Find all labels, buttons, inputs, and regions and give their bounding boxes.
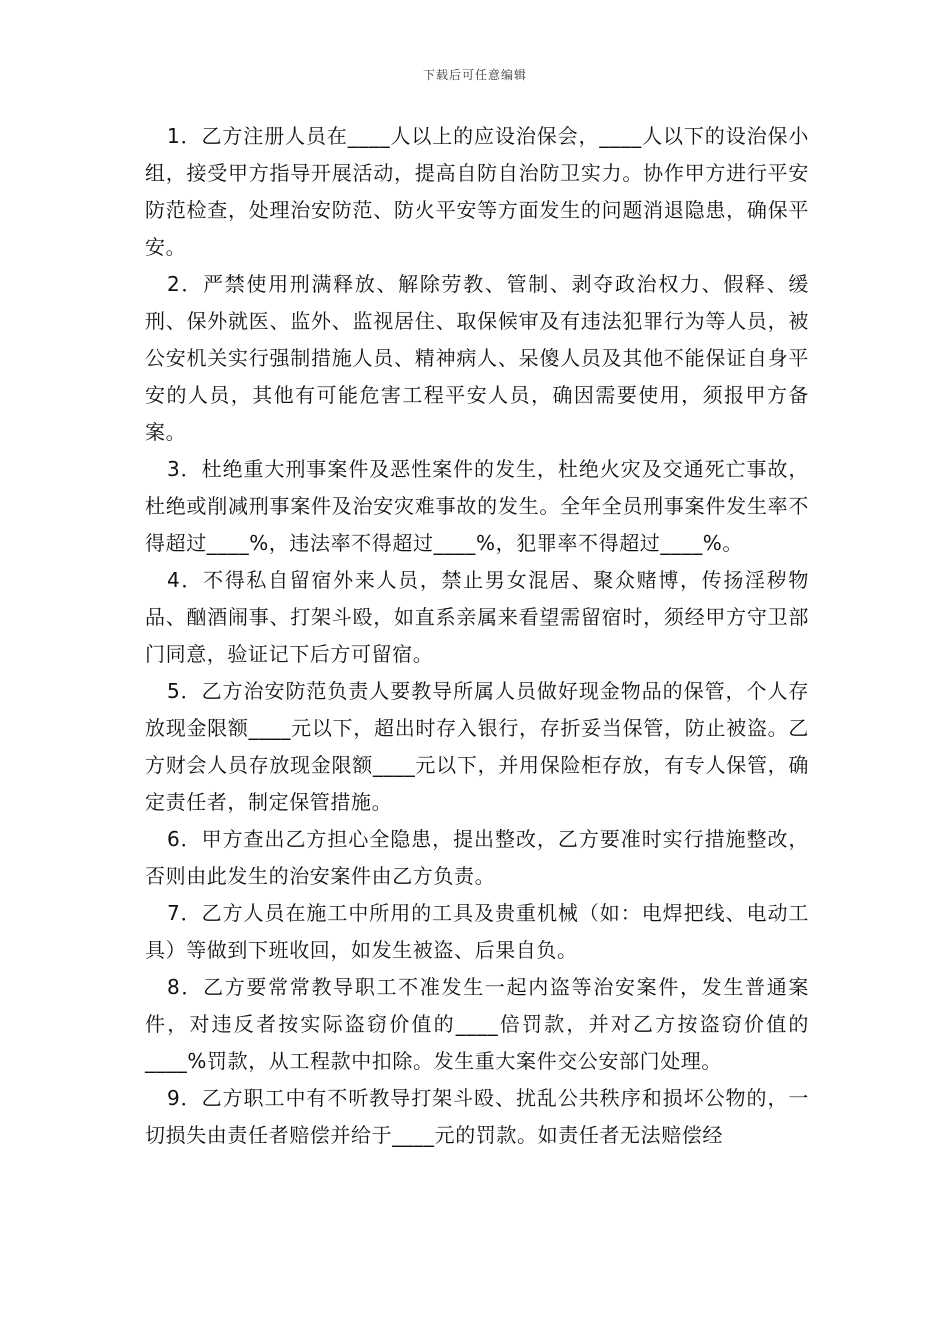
clause-7: 7．乙方人员在施工中所用的工具及贵重机械（如：电焊把线、电动工具）等做到下班收回，如发生被盗、后果自负。 (145, 901, 809, 962)
clause-5: 5．乙方治安防范负责人要教导所属人员做好现金物品的保管，个人存放现金限额____元以下，超出时存入银行，存折妥当保管，防止被盗。乙方财会人员存放现金限额____元以下，并用保险柜存放，有专人保管，确定责任者，制定保管措施。 (145, 679, 809, 814)
clause-1: 1．乙方注册人员在____人以上的应设治保会，____人以下的设治保小组，接受甲方指导开展活动，提高自防自治防卫实力。协作甲方进行平安防范检查，处理治安防范、防火平安等方面发生的问题消退隐患，确保平安。 (145, 124, 809, 259)
page-header-note: 下载后可任意编辑 (422, 68, 527, 82)
clause-6: 6．甲方查出乙方担心全隐患，提出整改，乙方要准时实行措施整改，否则由此发生的治安案件由乙方负责。 (145, 827, 809, 888)
clause-9: 9．乙方职工中有不听教导打架斗殴、扰乱公共秩序和损坏公物的，一切损失由责任者赔偿并给于____元的罚款。如责任者无法赔偿经 (145, 1086, 809, 1147)
clause-8: 8．乙方要常常教导职工不准发生一起内盗等治安案件，发生普通案件，对违反者按实际盗窃价值的____倍罚款，并对乙方按盗窃价值的____%罚款，从工程款中扣除。发生重大案件交公安部门处理。 (145, 975, 809, 1073)
clause-3: 3．杜绝重大刑事案件及恶性案件的发生，杜绝火灾及交通死亡事故，杜绝或削减刑事案件及治安灾难事故的发生。全年全员刑事案件发生率不得超过____%，违法率不得超过____%，犯罪率不得超过____%。 (145, 457, 809, 555)
clause-4: 4．不得私自留宿外来人员，禁止男女混居、聚众赌博，传扬淫秽物品、酗酒闹事、打架斗殴，如直系亲属来看望需留宿时，须经甲方守卫部门同意，验证记下后方可留宿。 (145, 568, 809, 666)
document-body (145, 118, 809, 1154)
clause-2: 2．严禁使用刑满释放、解除劳教、管制、剥夺政治权力、假释、缓刑、保外就医、监外、监视居住、取保候审及有违法犯罪行为等人员，被公安机关实行强制措施人员、精神病人、呆傻人员及其他不能保证自身平安的人员，其他有可能危害工程平安人员，确因需要使用，须报甲方备案。 (145, 272, 809, 444)
